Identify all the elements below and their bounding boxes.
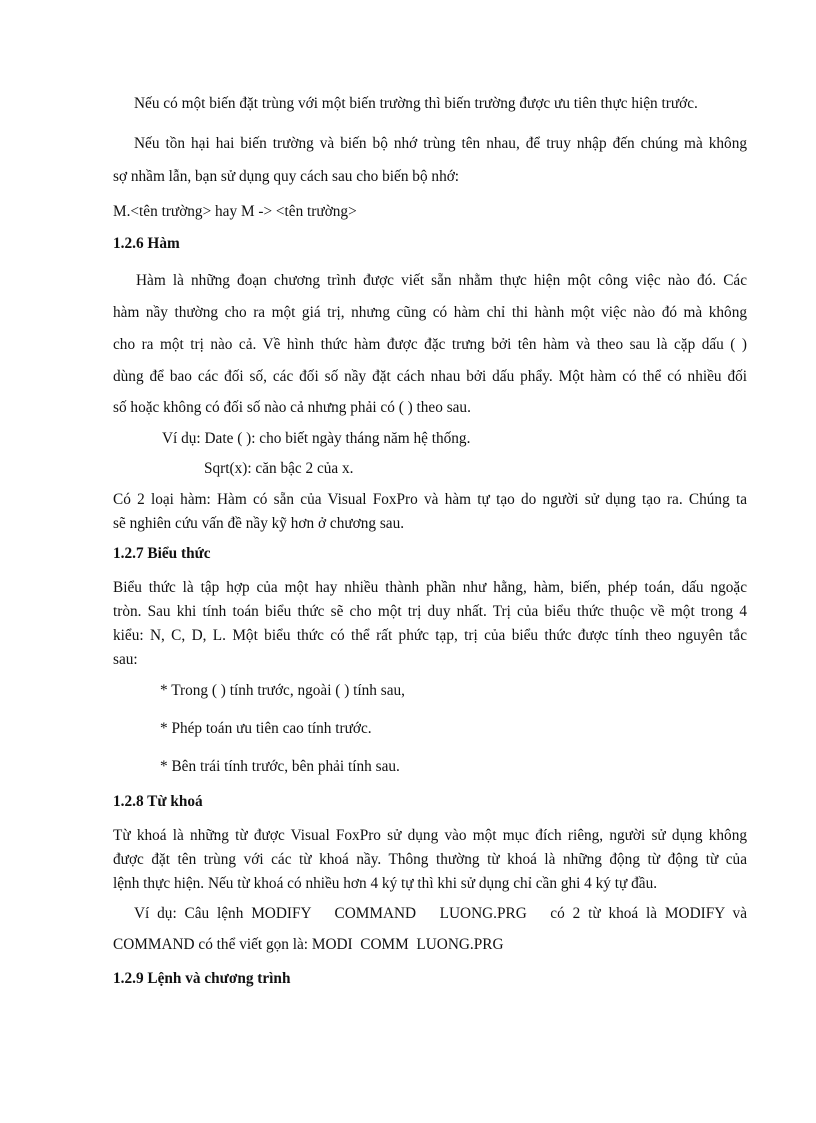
section-heading-1-2-6: 1.2.6 Hàm [113,235,180,252]
section-heading-1-2-8: 1.2.8 Từ khoá [113,793,203,810]
paragraph-line: được đặt tên trùng với các từ khoá nầy. Thông thường từ khoá là những động từ động từ của [113,851,747,868]
paragraph-line: Nếu có một biến đặt trùng với một biến trường thì biến trường được ưu tiên thực hiện trước. [134,95,698,112]
paragraph-line: tròn. Sau khi tính toán biểu thức sẽ cho một trị duy nhất. Trị của biểu thức thuộc về một trong 4 [113,603,747,620]
paragraph-line: sau: [113,651,138,668]
paragraph-line: cho ra một trị nào cả. Về hình thức hàm được đặc trưng bởi tên hàm và theo sau là cặp dấu ( ) [113,336,747,353]
bullet-item: * Phép toán ưu tiên cao tính trước. [160,720,372,737]
paragraph-line: lệnh thực hiện. Nếu từ khoá có nhiều hơn 4 ký tự thì khi sử dụng chỉ cần ghi 4 ký tự đầu. [113,875,658,892]
example-line: Ví dụ: Câu lệnh MODIFY COMMAND LUONG.PRG có 2 từ khoá là MODIFY và [134,905,747,922]
paragraph-line: M.<tên trường> hay M -> <tên trường> [113,203,357,220]
paragraph-line: hàm nầy thường cho ra một giá trị, nhưng cũng có hàm chỉ thi hành một việc nào đó mà không [113,304,747,321]
section-heading-1-2-7: 1.2.7 Biểu thức [113,545,211,562]
paragraph-line: sẽ nghiên cứu vấn đề nầy kỹ hơn ở chương sau. [113,515,405,532]
paragraph-line: Có 2 loại hàm: Hàm có sẵn của Visual FoxPro và hàm tự tạo do người sử dụng tạo ra. Chúng ta [113,491,747,508]
paragraph-line: dùng để bao các đối số, các đối số nầy đặt cách nhau bởi dấu phẩy. Một hàm có thể có nhiều đối [113,368,747,385]
paragraph-line: sợ nhầm lẫn, bạn sử dụng quy cách sau cho biến bộ nhớ: [113,168,460,185]
section-heading-1-2-9: 1.2.9 Lệnh và chương trình [113,970,291,987]
example-line: Sqrt(x): căn bậc 2 của x. [204,460,354,477]
paragraph-line: Nếu tồn hại hai biến trường và biến bộ nhớ trùng tên nhau, để truy nhập đến chúng mà không [134,135,747,152]
example-line: COMMAND có thể viết gọn là: MODI COMM LUONG.PRG [113,936,504,953]
paragraph-line: số hoặc không có đối số nào cả nhưng phải có ( ) theo sau. [113,399,471,416]
paragraph-line: Biểu thức là tập hợp của một hay nhiều thành phần như hằng, hàm, biến, phép toán, dấu ngoặc [113,579,747,596]
paragraph-line: Hàm là những đoạn chương trình được viết sẵn nhằm thực hiện một công việc nào đó. Các [136,272,747,289]
bullet-item: * Trong ( ) tính trước, ngoài ( ) tính sau, [160,682,405,699]
paragraph-line: Từ khoá là những từ được Visual FoxPro sử dụng vào một mục đích riêng, người sử dụng không [113,827,747,844]
example-line: Ví dụ: Date ( ): cho biết ngày tháng năm hệ thống. [162,430,471,447]
paragraph-line: kiểu: N, C, D, L. Một biểu thức có thể rất phức tạp, trị của biểu thức được tính theo nguyên tắc [113,627,747,644]
bullet-item: * Bên trái tính trước, bên phải tính sau. [160,758,400,775]
